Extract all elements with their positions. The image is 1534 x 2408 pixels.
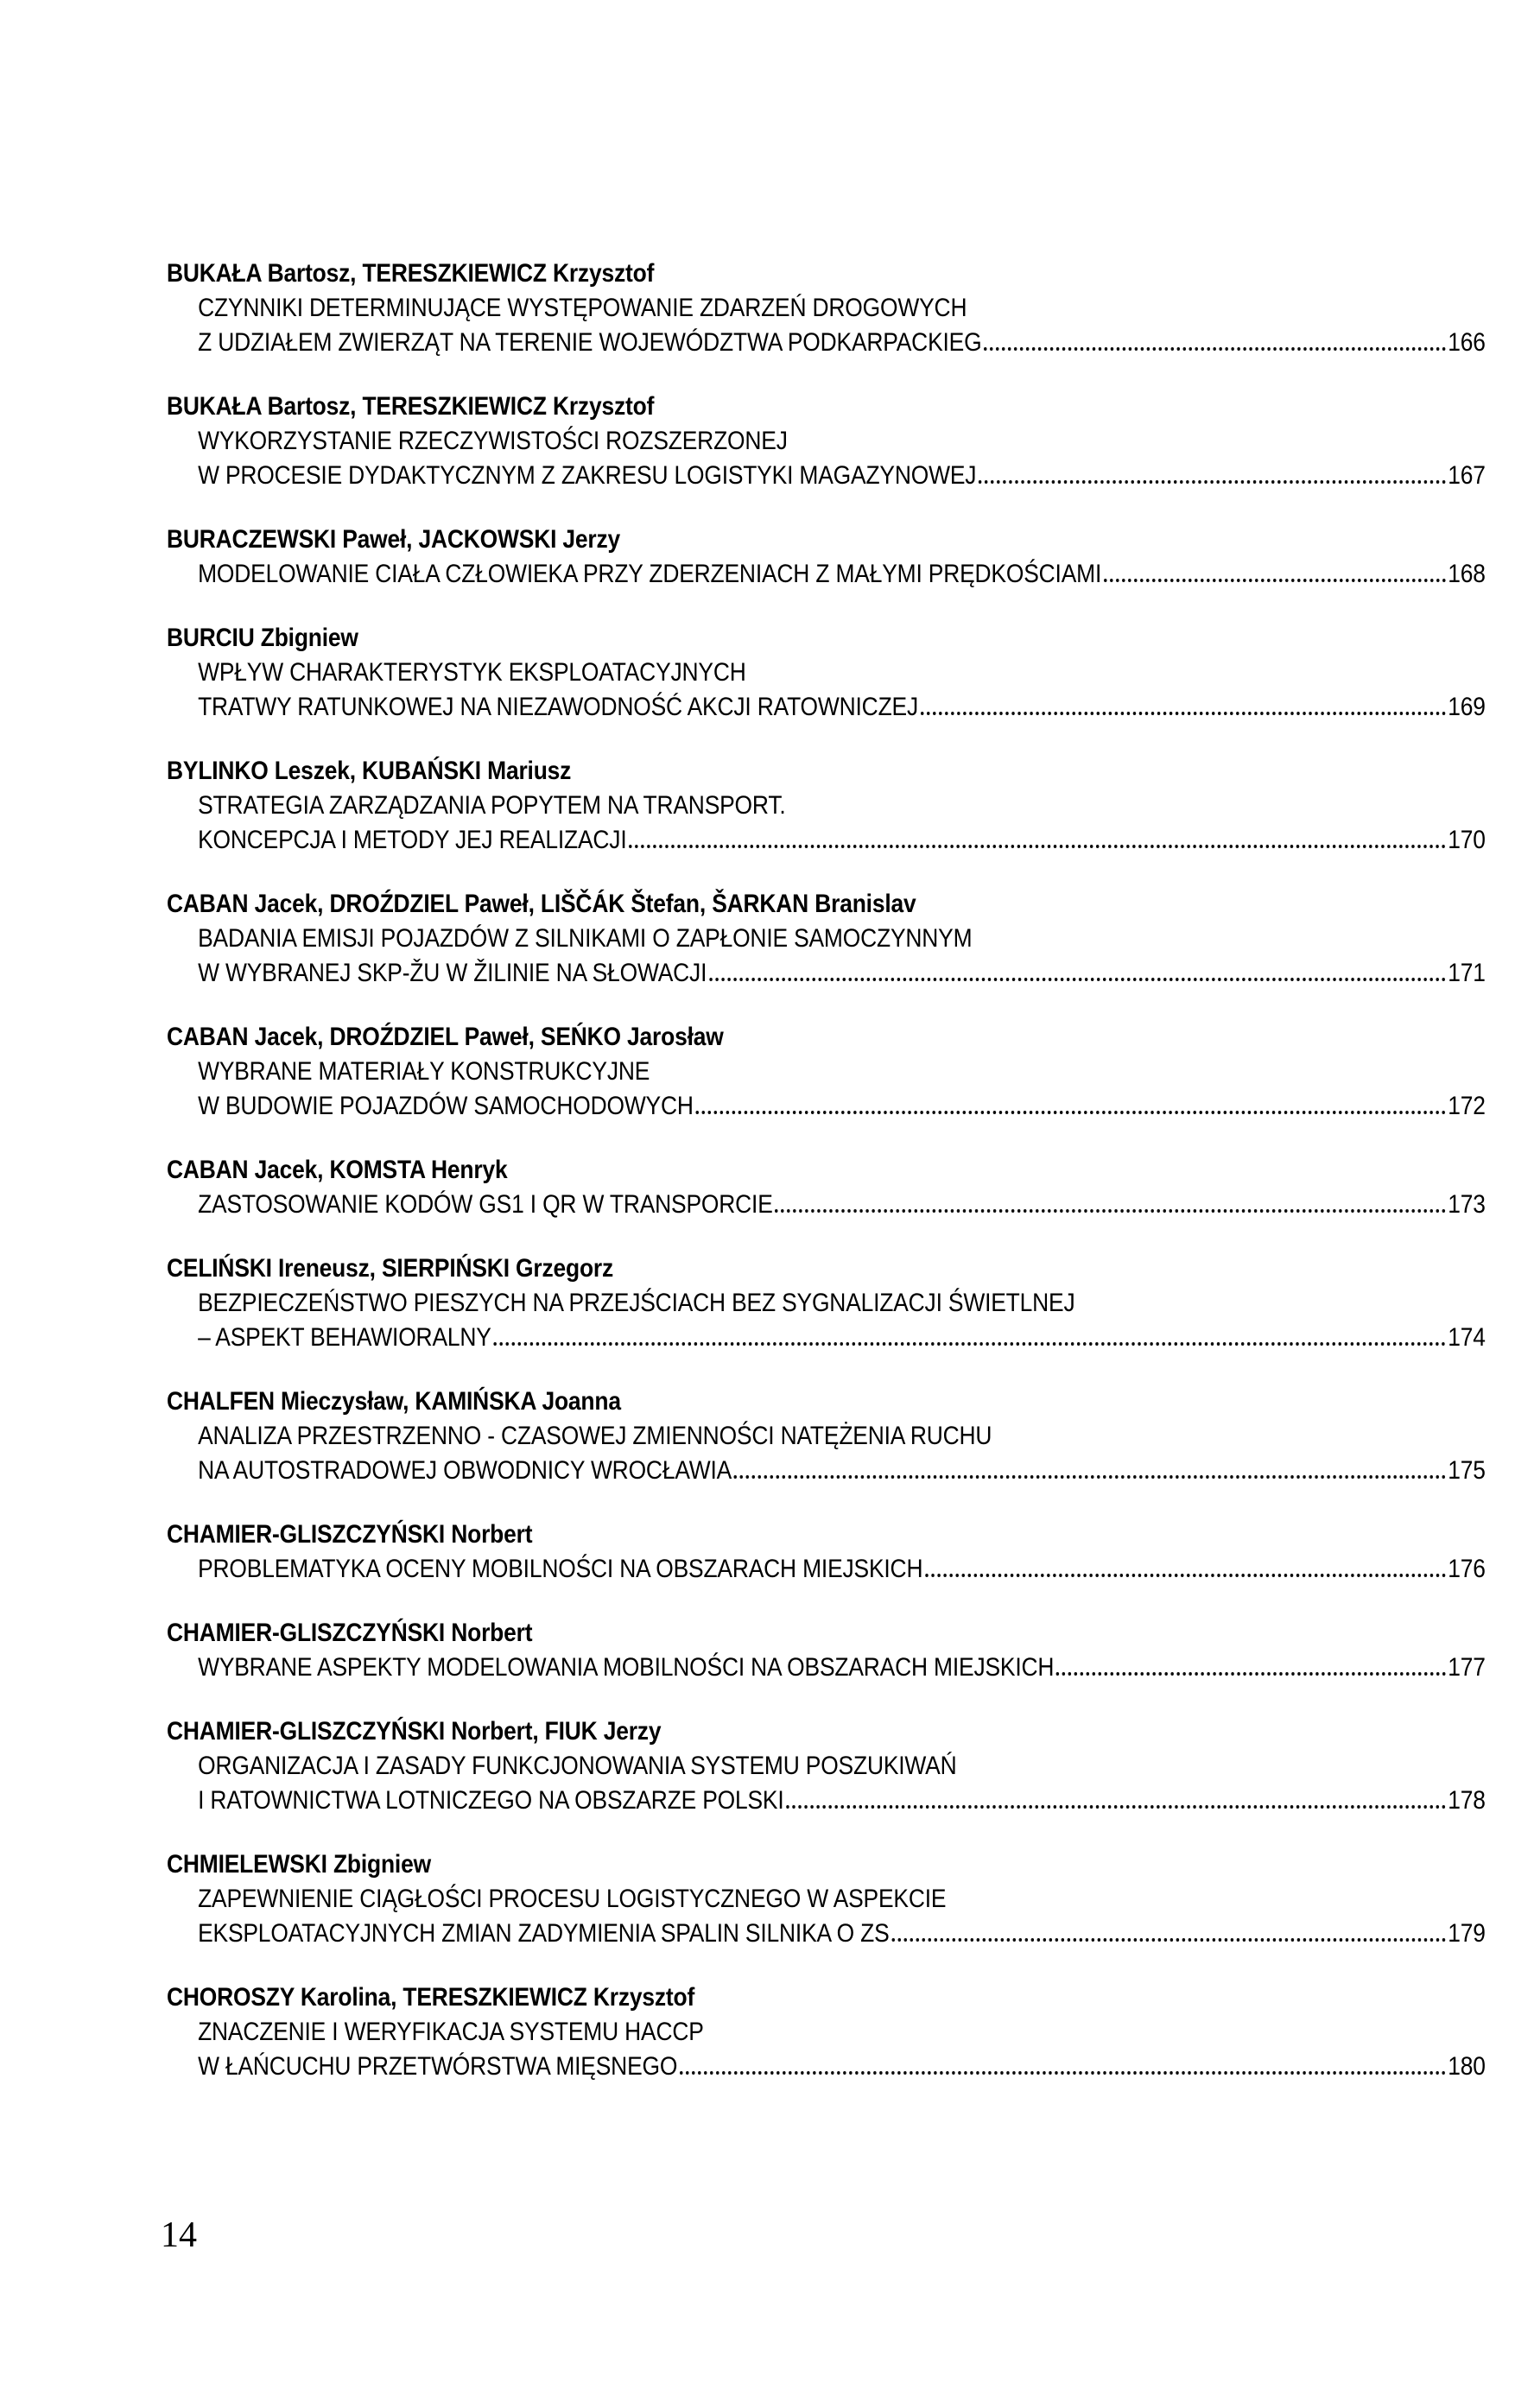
entry-page-number: 171 <box>1448 959 1486 987</box>
toc-entry <box>167 754 1486 858</box>
dot-leader <box>921 712 1446 715</box>
entry-authors: CHAMIER-GLISZCZYŃSKI Norbert <box>167 1520 533 1549</box>
entry-title-lines <box>167 789 1486 858</box>
entry-title-row <box>198 2050 1486 2084</box>
dot-leader <box>709 978 1446 981</box>
entry-title-line: W BUDOWIE POJAZDÓW SAMOCHODOWYCH <box>198 1092 694 1120</box>
entry-title-lines <box>167 1419 1486 1488</box>
entry-page-number: 169 <box>1448 693 1486 721</box>
entry-page-number: 170 <box>1448 826 1486 854</box>
entry-authors: CELIŃSKI Ireneusz, SIERPIŃSKI Grzegorz <box>167 1254 614 1283</box>
entry-authors: BUKAŁA Bartosz, TERESZKIEWICZ Krzysztof <box>167 392 655 421</box>
entry-title-line: BEZPIECZEŃSTWO PIESZYCH NA PRZEJŚCIACH BEZ SYGNALIZACJI ŚWIETLNEJ <box>198 1289 1075 1317</box>
entry-title-line: STRATEGIA ZARZĄDZANIA POPYTEM NA TRANSPORT. <box>198 791 786 820</box>
entry-title-line: CZYNNIKI DETERMINUJĄCE WYSTĘPOWANIE ZDARZEŃ DROGOWYCH <box>198 294 967 322</box>
entry-page-number: 174 <box>1448 1323 1486 1352</box>
entry-authors: CABAN Jacek, DROŹDZIEL Paweł, SEŃKO Jarosław <box>167 1023 724 1051</box>
entry-page-number: 176 <box>1448 1555 1486 1583</box>
entry-title-line: ZASTOSOWANIE KODÓW GS1 I QR W TRANSPORCIE <box>198 1190 773 1219</box>
entry-title-row <box>198 459 1486 493</box>
entry-title-lines <box>167 424 1486 493</box>
entry-title-row <box>198 1321 1486 1355</box>
toc-entry <box>167 1616 1486 1685</box>
toc-entry <box>167 887 1486 991</box>
entry-page-number: 180 <box>1448 2052 1486 2081</box>
entry-title-row <box>198 823 1486 858</box>
entry-title-lines <box>167 1651 1486 1685</box>
entry-title-line: MODELOWANIE CIAŁA CZŁOWIEKA PRZY ZDERZENIACH Z MAŁYMI PRĘDKOŚCIAMI <box>198 560 1102 588</box>
dot-leader <box>695 1111 1445 1114</box>
entry-title-lines <box>167 1188 1486 1222</box>
entry-title-line: WYBRANE ASPEKTY MODELOWANIA MOBILNOŚCI NA OBSZARACH MIEJSKICH <box>198 1653 1055 1682</box>
entry-title-lines <box>167 557 1486 592</box>
entry-title-row <box>198 1188 1486 1222</box>
entry-title-row <box>198 557 1486 592</box>
dot-leader <box>775 1209 1445 1213</box>
dot-leader <box>493 1342 1445 1346</box>
entry-authors: BUKAŁA Bartosz, TERESZKIEWICZ Krzysztof <box>167 259 655 288</box>
toc-entry <box>167 1518 1486 1587</box>
entry-page-number: 168 <box>1448 560 1486 588</box>
entry-authors: BURACZEWSKI Paweł, JACKOWSKI Jerzy <box>167 525 621 554</box>
dot-leader <box>979 480 1446 484</box>
entry-page-number: 166 <box>1448 328 1486 357</box>
entry-authors: CHAMIER-GLISZCZYŃSKI Norbert <box>167 1619 533 1647</box>
entry-page-number: 172 <box>1448 1092 1486 1120</box>
toc-entry <box>167 1252 1486 1355</box>
entry-page-number: 179 <box>1448 1919 1486 1948</box>
entry-title-row <box>198 1651 1486 1685</box>
entry-authors: CHMIELEWSKI Zbigniew <box>167 1850 431 1879</box>
entry-page-number: 167 <box>1448 461 1486 490</box>
entry-title-line: WYBRANE MATERIAŁY KONSTRUKCYJNE <box>198 1057 650 1086</box>
entry-title-line: ZNACZENIE I WERYFIKACJA SYSTEMU HACCP <box>198 2018 704 2046</box>
entry-title-line: I RATOWNICTWA LOTNICZEGO NA OBSZARZE POLSKI <box>198 1786 784 1815</box>
entry-authors: CHOROSZY Karolina, TERESZKIEWICZ Krzysztof <box>167 1983 695 2012</box>
entry-title-line: PROBLEMATYKA OCENY MOBILNOŚCI NA OBSZARACH MIEJSKICH <box>198 1555 923 1583</box>
entry-title-row <box>198 1552 1486 1587</box>
entry-authors: CHALFEN Mieczysław, KAMIŃSKA Joanna <box>167 1387 621 1416</box>
toc-entry <box>167 390 1486 493</box>
entry-title-row <box>198 956 1486 991</box>
entry-title-line: ORGANIZACJA I ZASADY FUNKCJONOWANIA SYSTEMU POSZUKIWAŃ <box>198 1752 957 1780</box>
dot-leader <box>891 1938 1445 1942</box>
entry-page-number: 177 <box>1448 1653 1486 1682</box>
entry-title-lines <box>167 656 1486 725</box>
dot-leader <box>1104 579 1446 582</box>
entry-title-line: Z UDZIAŁEM ZWIERZĄT NA TERENIE WOJEWÓDZTWA PODKARPACKIEG <box>198 328 982 357</box>
entry-title-line: TRATWY RATUNKOWEJ NA NIEZAWODNOŚĆ AKCJI RATOWNICZEJ <box>198 693 918 721</box>
entry-title-row <box>198 1917 1486 1951</box>
entry-title-lines <box>167 1055 1486 1124</box>
entry-title-row <box>198 1784 1486 1818</box>
dot-leader <box>786 1805 1445 1809</box>
entry-title-line: – ASPEKT BEHAWIORALNY <box>198 1323 491 1352</box>
toc-entry <box>167 621 1486 725</box>
entry-title-line: ZAPEWNIENIE CIĄGŁOŚCI PROCESU LOGISTYCZNEGO W ASPEKCIE <box>198 1885 947 1913</box>
dot-leader <box>734 1475 1446 1479</box>
toc-entry <box>167 523 1486 592</box>
entry-title-line: W WYBRANEJ SKP-ŽU W ŽILINIE NA SŁOWACJI <box>198 959 707 987</box>
page-number: 14 <box>161 2215 197 2255</box>
toc-list <box>167 257 1486 2113</box>
entry-authors: BURCIU Zbigniew <box>167 624 358 652</box>
entry-title-line: WYKORZYSTANIE RZECZYWISTOŚCI ROZSZERZONEJ <box>198 427 788 455</box>
entry-title-lines <box>167 1552 1486 1587</box>
toc-entry <box>167 1847 1486 1951</box>
entry-title-row <box>198 326 1486 360</box>
entry-authors: CHAMIER-GLISZCZYŃSKI Norbert, FIUK Jerzy <box>167 1717 662 1746</box>
entry-title-lines <box>167 2015 1486 2084</box>
entry-title-line: KONCEPCJA I METODY JEJ REALIZACJI <box>198 826 627 854</box>
entry-title-line: WPŁYW CHARAKTERYSTYK EKSPLOATACYJNYCH <box>198 658 746 687</box>
entry-page-number: 178 <box>1448 1786 1486 1815</box>
toc-entry <box>167 1980 1486 2084</box>
entry-title-row <box>198 690 1486 725</box>
entry-title-lines <box>167 1286 1486 1355</box>
entry-title-line: W PROCESIE DYDAKTYCZNYM Z ZAKRESU LOGISTYKI MAGAZYNOWEJ <box>198 461 977 490</box>
toc-entry <box>167 1714 1486 1818</box>
dot-leader <box>1056 1672 1446 1676</box>
entry-page-number: 173 <box>1448 1190 1486 1219</box>
toc-entry <box>167 257 1486 360</box>
entry-title-row <box>198 1089 1486 1124</box>
entry-title-line: NA AUTOSTRADOWEJ OBWODNICY WROCŁAWIA <box>198 1456 732 1485</box>
toc-entry <box>167 1153 1486 1222</box>
dot-leader <box>984 347 1446 351</box>
entry-title-line: ANALIZA PRZESTRZENNO - CZASOWEJ ZMIENNOŚCI NATĘŻENIA RUCHU <box>198 1422 992 1450</box>
entry-authors: CABAN Jacek, KOMSTA Henryk <box>167 1156 508 1184</box>
entry-title-lines <box>167 922 1486 991</box>
entry-title-line: W ŁAŃCUCHU PRZETWÓRSTWA MIĘSNEGO <box>198 2052 678 2081</box>
toc-entry <box>167 1385 1486 1488</box>
entry-title-line: EKSPLOATACYJNYCH ZMIAN ZADYMIENIA SPALIN SILNIKA O ZS <box>198 1919 890 1948</box>
dot-leader <box>680 2071 1446 2075</box>
dot-leader <box>629 845 1446 848</box>
entry-authors: CABAN Jacek, DROŹDZIEL Paweł, LIŠČÁK Štefan, ŠARKAN Branislav <box>167 890 916 918</box>
entry-authors: BYLINKO Leszek, KUBAŃSKI Mariusz <box>167 757 572 785</box>
entry-title-lines <box>167 291 1486 360</box>
entry-title-row <box>198 1454 1486 1488</box>
entry-page-number: 175 <box>1448 1456 1486 1485</box>
entry-title-lines <box>167 1749 1486 1818</box>
entry-title-line: BADANIA EMISJI POJAZDÓW Z SILNIKAMI O ZAPŁONIE SAMOCZYNNYM <box>198 924 973 953</box>
entry-title-lines <box>167 1882 1486 1951</box>
dot-leader <box>925 1574 1446 1577</box>
toc-entry <box>167 1020 1486 1124</box>
